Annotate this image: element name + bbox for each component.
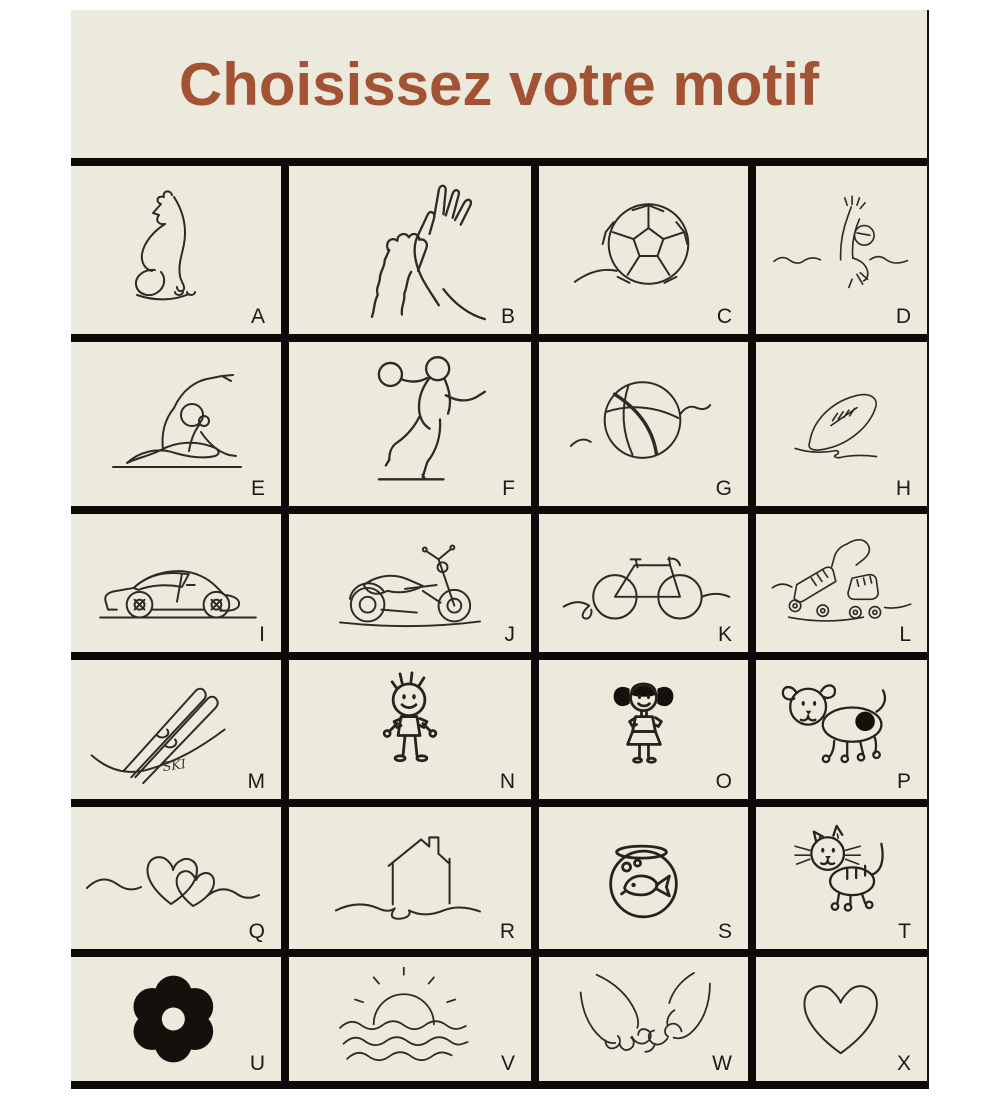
motif-letter: X (896, 1052, 912, 1075)
motorcycle-icon (289, 514, 531, 652)
fishbowl-icon (539, 807, 748, 949)
motif-cell-u[interactable] (71, 957, 281, 1081)
motif-grid (71, 158, 927, 1089)
motif-letter: L (899, 623, 912, 646)
cat-line-art-icon (71, 166, 281, 334)
motif-letter: W (712, 1052, 733, 1075)
motif-cell-q[interactable] (71, 807, 281, 949)
ski-caption: SKI (161, 757, 187, 776)
yoga-side-stretch-icon (71, 342, 281, 506)
motif-cell-v[interactable] (289, 957, 531, 1081)
motif-letter: A (250, 305, 266, 328)
motif-letter: R (499, 920, 516, 943)
motif-letter: K (717, 623, 733, 646)
motif-cell-i[interactable] (71, 514, 281, 652)
motif-cell-p[interactable] (756, 660, 927, 799)
sunset-over-waves-icon (289, 957, 531, 1081)
motif-cell-b[interactable] (289, 166, 531, 334)
motif-letter: S (717, 920, 733, 943)
high-five-hand-and-paw-icon (289, 166, 531, 334)
motif-cell-k[interactable] (539, 514, 748, 652)
motif-cell-o[interactable] (539, 660, 748, 799)
bicycle-icon (539, 514, 748, 652)
motif-letter: C (716, 305, 733, 328)
motif-letter: E (250, 477, 266, 500)
motif-cell-m[interactable] (71, 660, 281, 799)
motif-cell-t[interactable] (756, 807, 927, 949)
motif-letter: D (895, 305, 912, 328)
motif-letter: P (896, 770, 912, 793)
motif-cell-r[interactable] (289, 807, 531, 949)
stick-figure-boy-icon (289, 660, 531, 799)
title-band (71, 10, 927, 158)
motif-cell-l[interactable] (756, 514, 927, 652)
motif-cell-n[interactable] (289, 660, 531, 799)
motif-cell-c[interactable] (539, 166, 748, 334)
house-line-icon (289, 807, 531, 949)
motif-letter: V (500, 1052, 516, 1075)
motif-letter: N (499, 770, 516, 793)
motif-letter: F (502, 477, 516, 500)
motif-letter: B (500, 305, 516, 328)
motif-cell-x[interactable] (756, 957, 927, 1081)
motif-letter: J (504, 623, 516, 646)
motif-cell-f[interactable] (289, 342, 531, 506)
motif-letter: G (715, 477, 733, 500)
sports-car-icon (71, 514, 281, 652)
motif-cell-g[interactable] (539, 342, 748, 506)
motif-cell-w[interactable] (539, 957, 748, 1081)
handball-player-icon (289, 342, 531, 506)
motif-letter: T (898, 920, 912, 943)
motif-panel (71, 10, 929, 1089)
motif-letter: M (247, 770, 266, 793)
motif-letter: H (895, 477, 912, 500)
motif-cell-d[interactable] (756, 166, 927, 334)
motif-cell-a[interactable] (71, 166, 281, 334)
page-title: Choisissez votre motif (178, 50, 820, 118)
motif-letter: U (249, 1052, 266, 1075)
motif-letter: Q (248, 920, 266, 943)
motif-cell-e[interactable] (71, 342, 281, 506)
motif-letter: I (259, 623, 266, 646)
motif-cell-s[interactable] (539, 807, 748, 949)
motif-cell-h[interactable] (756, 342, 927, 506)
motif-letter: O (715, 770, 733, 793)
motif-cell-j[interactable] (289, 514, 531, 652)
